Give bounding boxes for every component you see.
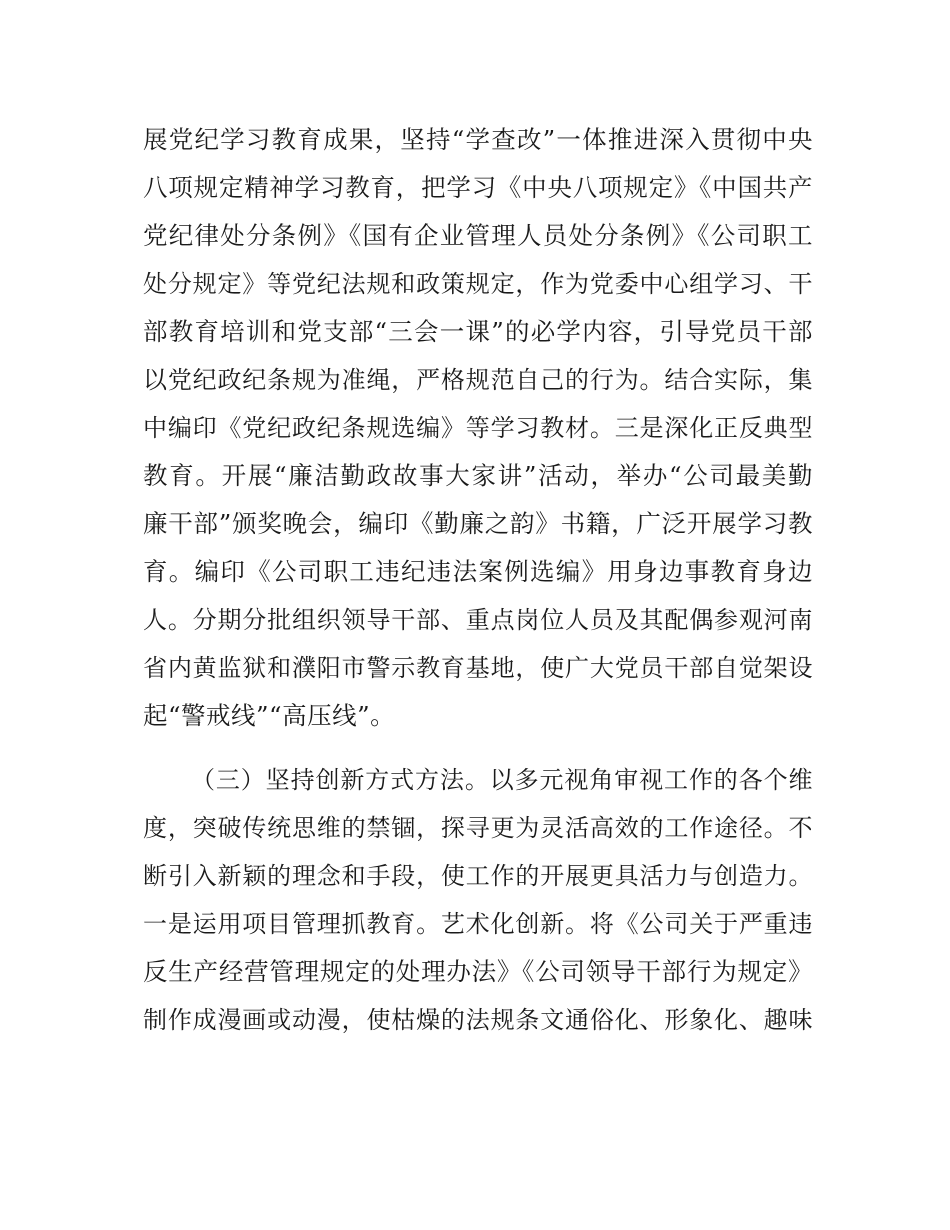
paragraph-1-line-12: 省内黄监狱和濮阳市警示教育基地，使广大党员干部自觉架设 — [143, 654, 813, 682]
paragraph-1-line-13: 起“警戒线”“高压线”。 — [143, 701, 396, 730]
paragraph-1-line-4: 处分规定》等党纪法规和政策规定，作为党委中心组学习、干 — [143, 270, 813, 298]
paragraph-2-line-1: （三）坚持创新方式方法。以多元视角审视工作的各个维 — [191, 766, 813, 794]
paragraph-2-line-4: 一是运用项目管理抓教育。艺术化创新。将《公司关于严重违 — [143, 910, 813, 938]
paragraph-2-line-3: 断引入新颖的理念和手段，使工作的开展更具活力与创造力。 — [143, 862, 813, 890]
paragraph-1-line-3: 党纪律处分条例》《国有企业管理人员处分条例》《公司职工 — [143, 221, 813, 250]
paragraph-1-line-9: 廉干部”颁奖晚会，编印《勤廉之韵》书籍，广泛开展学习教 — [143, 509, 813, 538]
paragraph-1-line-11: 人。分期分批组织领导干部、重点岗位人员及其配偶参观河南 — [143, 606, 813, 634]
paragraph-1-line-10: 育。编印《公司职工违纪违法案例选编》用身边事教育身边 — [143, 557, 813, 586]
paragraph-1-line-5: 部教育培训和党支部“三会一课”的必学内容，引导党员干部 — [143, 317, 813, 346]
paragraph-1-line-6: 以党纪政纪条规为准绳，严格规范自己的行为。结合实际，集 — [143, 366, 813, 394]
paragraph-2-line-5: 反生产经营管理规定的处理办法》《公司领导干部行为规定》 — [143, 957, 813, 986]
paragraph-1-line-2: 八项规定精神学习教育，把学习《中央八项规定》《中国共产 — [143, 173, 813, 202]
paragraph-1-line-8: 教育。开展“廉洁勤政故事大家讲”活动，举办“公司最美勤 — [143, 461, 813, 490]
paragraph-1-line-7: 中编印《党纪政纪条规选编》等学习教材。三是深化正反典型 — [143, 414, 813, 442]
paragraph-2-line-2: 度，突破传统思维的禁锢，探寻更为灵活高效的工作途径。不 — [143, 814, 813, 842]
paragraph-1-line-1: 展党纪学习教育成果，坚持“学查改”一体推进深入贯彻中央 — [143, 125, 813, 154]
paragraph-2-line-6: 制作成漫画或动漫，使枯燥的法规条文通俗化、形象化、趣味 — [143, 1006, 813, 1034]
